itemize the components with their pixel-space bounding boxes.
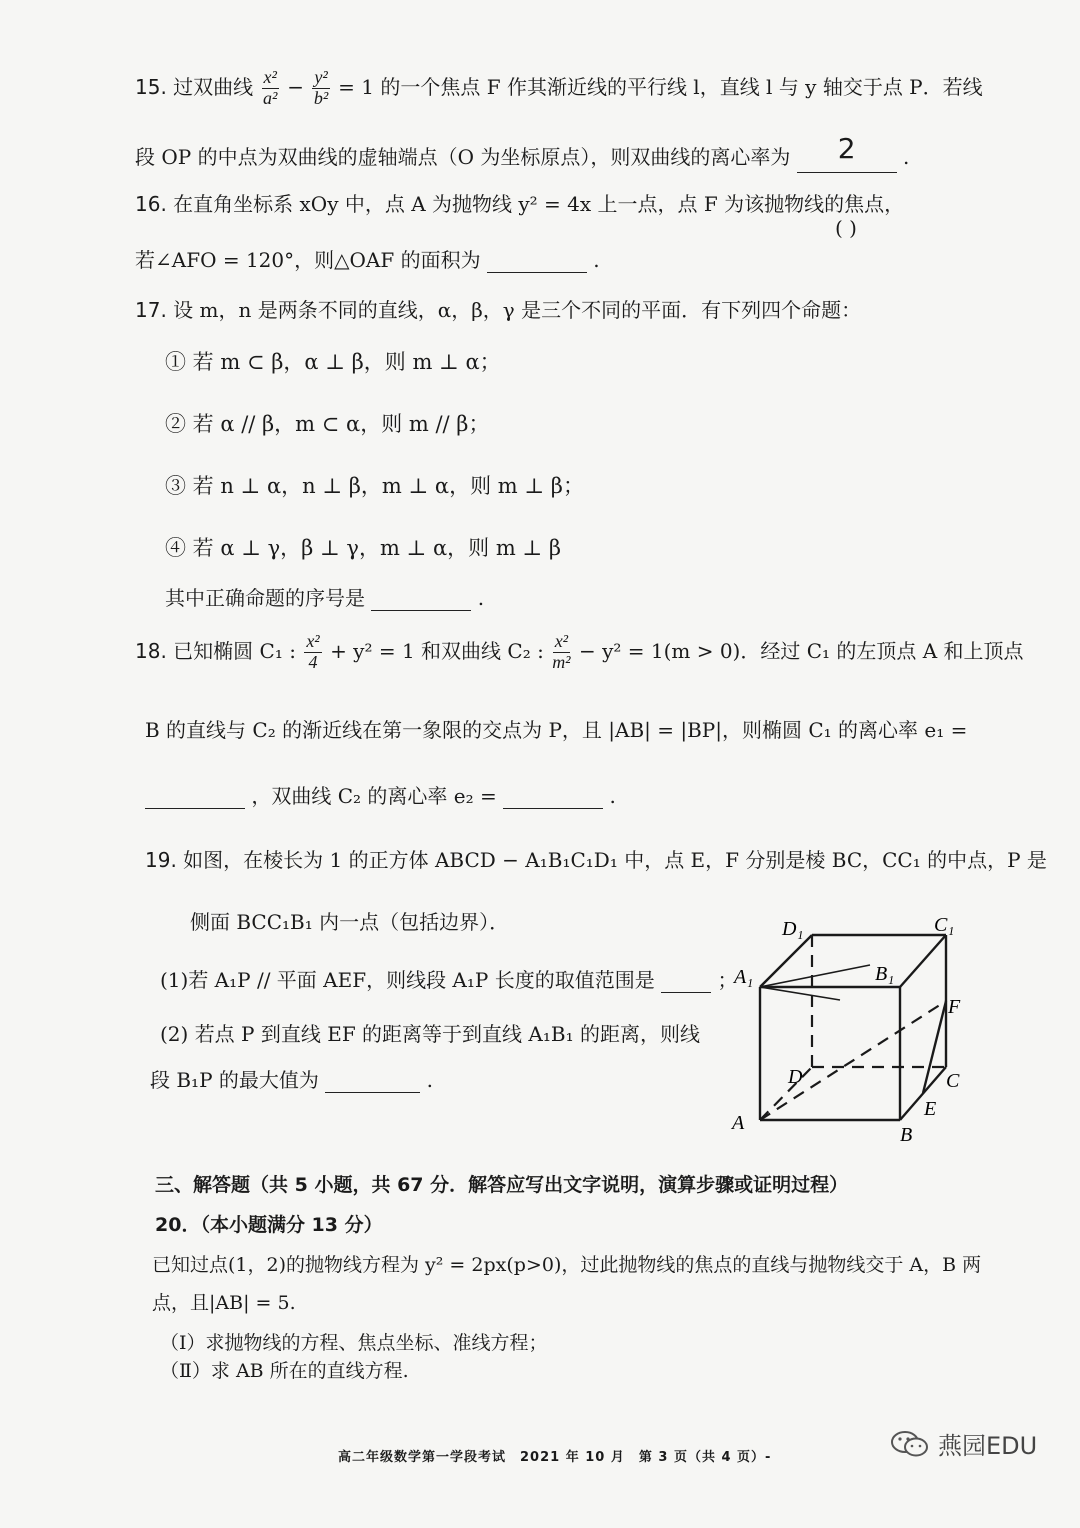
q18-line1 xyxy=(135,632,1024,673)
q18-frac1-den: 4 xyxy=(308,651,318,672)
q17-answer-blank xyxy=(371,586,471,611)
q15-line1 xyxy=(135,68,983,109)
q19-part2b: 段 B₁P 的最大值为 xyxy=(150,1068,319,1092)
label-c1: C₁ xyxy=(934,914,955,936)
q18-frac1-num: x² xyxy=(306,631,320,651)
q18-line3 xyxy=(145,784,616,809)
q19-part2-line1: (2) 若点 P 到直线 EF 的距离等于到直线 A₁B₁ 的距离，则线 xyxy=(160,1022,700,1046)
edge-a1-d1 xyxy=(760,935,812,987)
q19-part1: (1)若 A₁P // 平面 AEF，则线段 A₁P 长度的取值范围是 xyxy=(160,968,655,992)
hidden-segment-a-f xyxy=(760,1001,946,1120)
q15-minus: − xyxy=(287,74,305,99)
label-e: E xyxy=(924,1098,937,1120)
q19-part1-end: ； xyxy=(717,968,738,992)
label-b: B xyxy=(900,1124,913,1146)
q18-pre: 已知椭圆 C₁ : xyxy=(173,638,296,663)
edge-b-c xyxy=(900,1067,946,1120)
segment-a1-p xyxy=(760,965,870,987)
q15-end: . xyxy=(903,145,910,169)
q15-text2: 段 OP 的中点为双曲线的虚轴端点（O 为坐标原点），则双曲线的离心率为 xyxy=(135,145,791,169)
q18-mid2: − y² = 1(m > 0)．经过 C₁ 的左顶点 A 和上顶点 xyxy=(578,638,1024,663)
q19-part2-line2 xyxy=(150,1068,433,1093)
q19-line1 xyxy=(145,848,1047,872)
q15-frac2-num: y² xyxy=(314,67,328,87)
q19-number: 19. xyxy=(145,848,177,872)
section-3-heading: 三、解答题（共 5 小题，共 67 分．解答应写出文字说明，演算步骤或证明过程） xyxy=(155,1174,849,1196)
label-d: D xyxy=(788,1066,803,1088)
q16-line2 xyxy=(135,248,600,273)
q18-answer-blank-1 xyxy=(145,784,245,809)
label-d1: D₁ xyxy=(782,918,804,940)
q16-text1: 在直角坐标系 xOy 中，点 A 为抛物线 y² = 4x 上一点，点 F 为该抛物线的焦点， xyxy=(173,192,905,216)
q15-text1: 的一个焦点 F 作其渐近线的平行线 l，直线 l 与 y 轴交于点 P．若线 xyxy=(380,74,983,99)
label-a: A xyxy=(732,1112,745,1134)
q18-end: . xyxy=(609,784,616,808)
q18-frac2-den: m² xyxy=(552,651,571,672)
q17-number: 17. xyxy=(135,298,167,322)
q15-intro: 过双曲线 xyxy=(173,74,254,99)
q17-prompt-line xyxy=(165,586,484,611)
cube-figure xyxy=(720,905,980,1150)
edge-b1-c1 xyxy=(900,935,946,987)
label-b1: B₁ xyxy=(875,963,895,985)
q15-frac2-den: b² xyxy=(313,87,329,108)
q15-handwritten-answer: 2 xyxy=(837,132,856,165)
q15-number: 15. xyxy=(135,74,167,99)
q15-equals: = 1 xyxy=(338,74,374,99)
q16-end: . xyxy=(593,248,600,272)
q20-sub2: （Ⅱ）求 AB 所在的直线方程. xyxy=(160,1360,409,1382)
q18-text3: ，双曲线 C₂ 的离心率 e₂ = xyxy=(251,784,497,808)
q19-answer-blank-2 xyxy=(325,1068,420,1093)
q17-end: . xyxy=(477,586,485,610)
q16-paren: ( ) xyxy=(835,216,857,240)
q15-fraction-y xyxy=(312,68,329,109)
q18-fraction-hyperbola xyxy=(552,632,570,673)
q17-item-1: ① 若 m ⊂ β，α ⊥ β，则 m ⊥ α； xyxy=(165,350,501,374)
q17-item-3: ③ 若 n ⊥ α，n ⊥ β，m ⊥ α，则 m ⊥ β； xyxy=(165,474,584,498)
q15-frac1-num: x² xyxy=(263,67,277,87)
q19-text1: 如图，在棱长为 1 的正方体 ABCD − A₁B₁C₁D₁ 中，点 E，F 分别是棱 BC，CC₁ 的中点，P 是 xyxy=(183,848,1047,872)
q20-sub1: （Ⅰ）求抛物线的方程、焦点坐标、准线方程； xyxy=(160,1332,548,1354)
q18-number: 18. xyxy=(135,638,167,663)
q16-text2: 若∠AFO = 120°，则△OAF 的面积为 xyxy=(135,248,481,272)
watermark xyxy=(890,1426,1037,1461)
q20-header: 20．（本小题满分 13 分） xyxy=(155,1214,383,1236)
q19-line2: 侧面 BCC₁B₁ 内一点（包括边界）． xyxy=(190,910,510,934)
q18-fraction-ellipse xyxy=(304,632,321,673)
q17-item-4: ④ 若 α ⊥ γ，β ⊥ γ，m ⊥ α，则 m ⊥ β xyxy=(165,536,561,560)
q19-end: . xyxy=(426,1068,433,1092)
q20-text1: 已知过点(1，2)的抛物线方程为 y² = 2px(p>0)，过此抛物线的焦点的直线与抛物线交于 A，B 两 xyxy=(152,1254,982,1276)
q15-fraction-x xyxy=(262,68,279,109)
q17-text: 设 m，n 是两条不同的直线，α，β，γ 是三个不同的平面．有下列四个命题： xyxy=(173,298,862,322)
q18-answer-blank-2 xyxy=(503,784,603,809)
q16-line1 xyxy=(135,192,904,216)
q15-line2 xyxy=(135,132,910,173)
hidden-edge-a-d xyxy=(760,1067,812,1120)
label-f: F xyxy=(948,996,961,1018)
q17-prompt: 其中正确命题的序号是 xyxy=(165,586,365,610)
watermark-text: 燕园EDU xyxy=(938,1432,1038,1460)
q15-frac1-den: a² xyxy=(263,87,278,108)
segment-a1-p2 xyxy=(760,987,840,1000)
wechat-icon xyxy=(890,1429,930,1459)
q19-part1-line xyxy=(160,968,737,993)
q19-answer-blank-1 xyxy=(661,968,711,993)
q16-number: 16. xyxy=(135,192,167,216)
q18-frac2-num: x² xyxy=(554,631,569,651)
q18-line2: B 的直线与 C₂ 的渐近线在第一象限的交点为 P，且 |AB| = |BP|，则椭圆 C₁ 的离心率 e₁ = xyxy=(145,718,968,742)
q16-answer-blank xyxy=(487,248,587,273)
q15-answer-blank xyxy=(797,132,897,173)
q17-item-2: ② 若 α // β，m ⊂ α，则 m // β； xyxy=(165,412,490,436)
label-a1: A₁ xyxy=(734,966,754,988)
q20-text2: 点，且|AB| = 5. xyxy=(152,1292,296,1314)
q18-mid1: + y² = 1 和双曲线 C₂ : xyxy=(330,638,544,663)
q17-line1 xyxy=(135,298,861,322)
label-c: C xyxy=(946,1070,960,1092)
page-footer: 高二年级数学第一学段考试 2021 年 10 月 第 3 页（共 4 页）- xyxy=(338,1450,772,1465)
